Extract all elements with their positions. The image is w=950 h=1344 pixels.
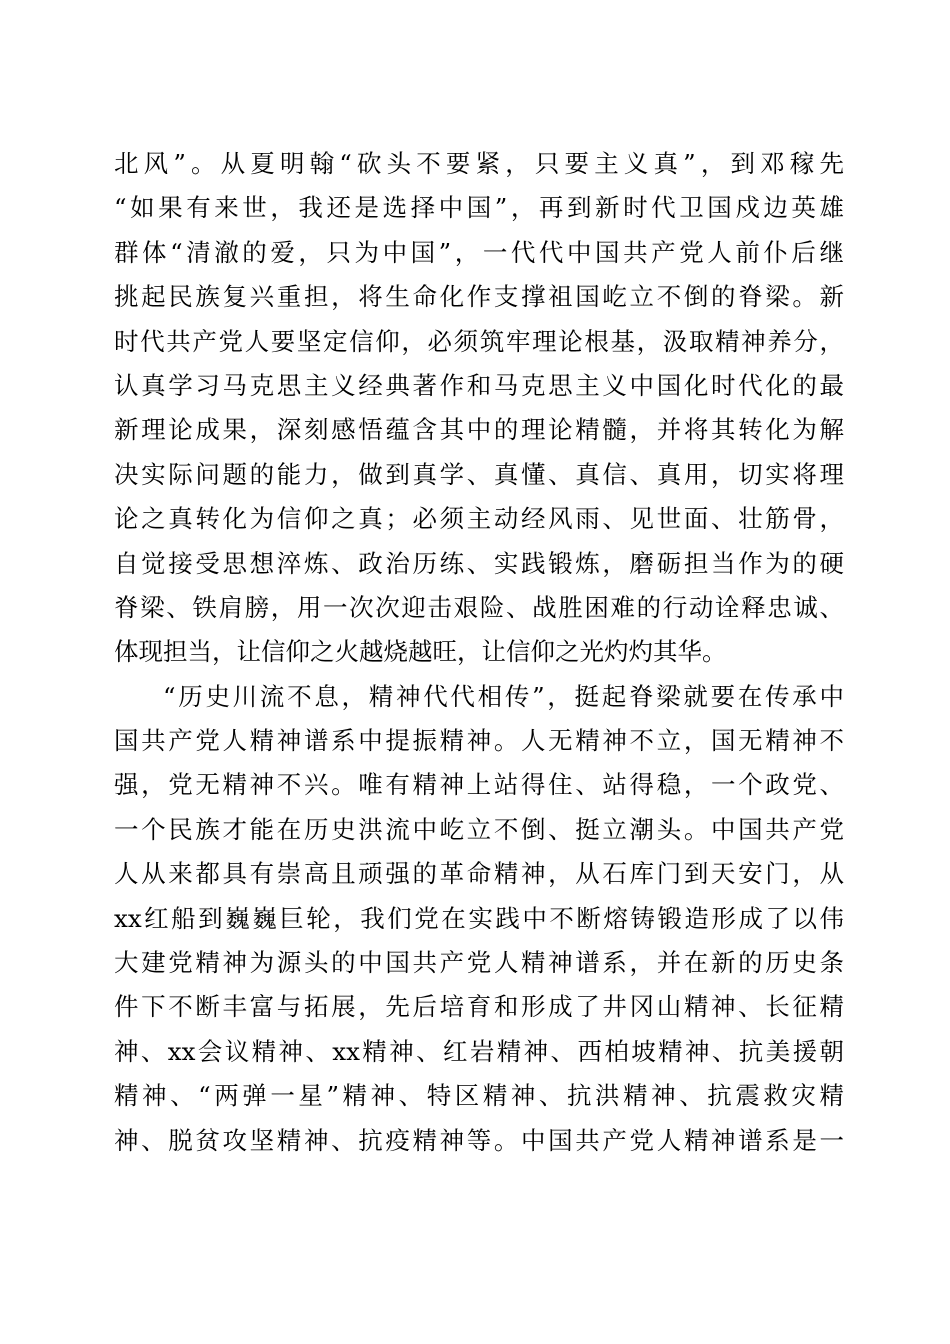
text-line: 人从来都具有崇高且顽强的革命精神，从石库门到天安门，从 <box>114 859 844 889</box>
text-line: 论之真转化为信仰之真；必须主动经风雨、见世面、壮筋骨， <box>114 504 844 534</box>
text-line: 大建党精神为源头的中国共产党人精神谱系，并在新的历史条 <box>114 948 844 978</box>
paragraph-1 <box>114 142 844 675</box>
text-line: 神、xx会议精神、xx精神、红岩精神、西柏坡精神、抗美援朝 <box>114 1036 844 1066</box>
text-line: 新理论成果，深刻感悟蕴含其中的理论精髓，并将其转化为解 <box>114 415 844 445</box>
text-line: 精神、“两弹一星”精神、特区精神、抗洪精神、抗震救灾精 <box>114 1081 844 1111</box>
text-line: 决实际问题的能力，做到真学、真懂、真信、真用，切实将理 <box>114 459 844 489</box>
text-line: 一个民族才能在历史洪流中屹立不倒、挺立潮头。中国共产党 <box>114 814 844 844</box>
text-line: 神、脱贫攻坚精神、抗疫精神等。中国共产党人精神谱系是一 <box>114 1125 844 1155</box>
text-line: 强，党无精神不兴。唯有精神上站得住、站得稳，一个政党、 <box>114 770 844 800</box>
text-line: 认真学习马克思主义经典著作和马克思主义中国化时代化的最 <box>114 370 844 400</box>
text-line: 自觉接受思想淬炼、政治历练、实践锻炼，磨砺担当作为的硬 <box>114 548 844 578</box>
text-line: 挑起民族复兴重担，将生命化作支撑祖国屹立不倒的脊梁。新 <box>114 282 844 312</box>
text-line: 时代共产党人要坚定信仰，必须筑牢理论根基，汲取精神养分， <box>114 326 844 356</box>
text-line: 体现担当，让信仰之火越烧越旺，让信仰之光灼灼其华。 <box>114 637 727 667</box>
document-body <box>114 142 844 1163</box>
text-line: 群体“清澈的爱，只为中国”，一代代中国共产党人前仆后继 <box>114 237 844 267</box>
text-line: “如果有来世，我还是选择中国”，再到新时代卫国戍边英雄 <box>114 193 844 223</box>
text-line: 件下不断丰富与拓展，先后培育和形成了井冈山精神、长征精 <box>114 992 844 1022</box>
text-line: “历史川流不息，精神代代相传”，挺起脊梁就要在传承中 <box>163 681 844 711</box>
text-line: 脊梁、铁肩膀，用一次次迎击艰险、战胜困难的行动诠释忠诚、 <box>114 592 844 622</box>
text-line: 国共产党人精神谱系中提振精神。人无精神不立，国无精神不 <box>114 726 844 756</box>
text-line: 北风”。从夏明翰“砍头不要紧，只要主义真”，到邓稼先 <box>114 149 844 178</box>
paragraph-2 <box>114 675 844 1163</box>
text-line: xx红船到巍巍巨轮，我们党在实践中不断熔铸锻造形成了以伟 <box>114 903 844 933</box>
